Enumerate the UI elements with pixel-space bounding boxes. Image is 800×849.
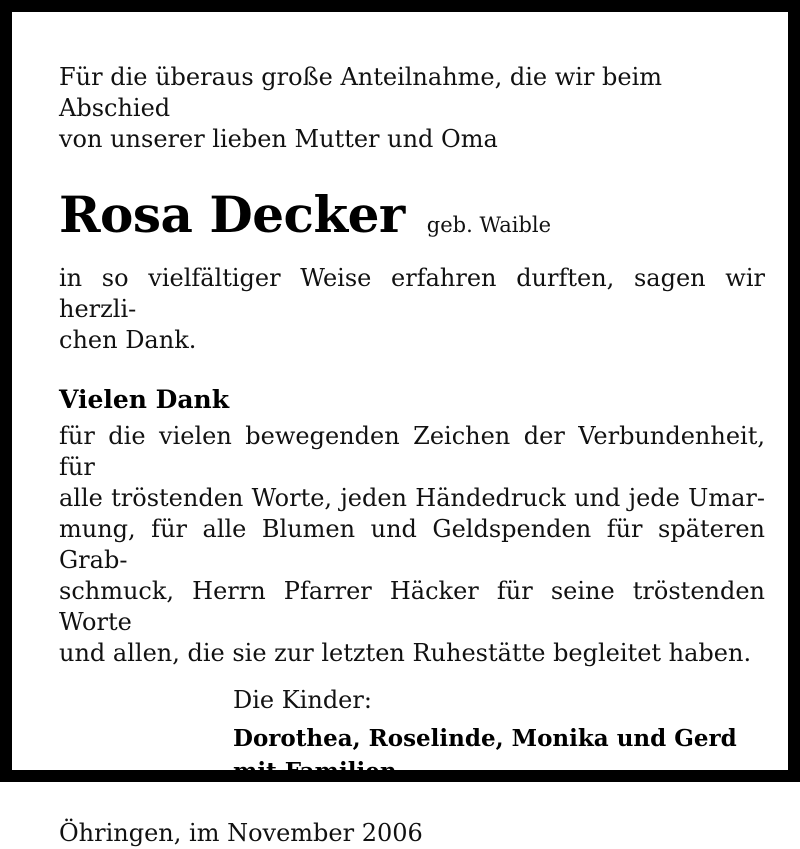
thanks-line: für die vielen bewegenden Zeichen der Verbundenheit, für bbox=[59, 422, 765, 481]
deceased-name-line bbox=[59, 184, 765, 246]
intro-paragraph bbox=[59, 62, 765, 155]
deceased-name: Rosa Decker bbox=[59, 185, 405, 244]
notice-content bbox=[59, 62, 765, 849]
signature-name-line: mit Familien bbox=[233, 758, 397, 785]
signature-block bbox=[233, 685, 765, 788]
birth-name: geb. Waible bbox=[426, 213, 552, 237]
thanks-line: alle tröstenden Worte, jeden Händedruck und jede Umar- bbox=[59, 484, 765, 512]
thanks-line: und allen, die sie zur letzten Ruhestätte begleitet haben. bbox=[59, 639, 752, 667]
thanks-paragraph bbox=[59, 421, 765, 669]
experience-line: in so vielfältiger Weise erfahren durften, sagen wir herzli- bbox=[59, 264, 765, 323]
experience-paragraph bbox=[59, 263, 765, 356]
thanks-line: mung, für alle Blumen und Geldspenden für späteren Grab- bbox=[59, 515, 765, 574]
experience-line: chen Dank. bbox=[59, 326, 197, 354]
intro-line: von unserer lieben Mutter und Oma bbox=[59, 125, 498, 153]
thanks-heading: Vielen Dank bbox=[59, 385, 230, 414]
thanks-line: schmuck, Herrn Pfarrer Häcker für seine tröstenden Worte bbox=[59, 577, 765, 636]
signature-name-line: Dorothea, Roselinde, Monika und Gerd bbox=[233, 725, 737, 752]
place-date: Öhringen, im November 2006 bbox=[59, 819, 423, 847]
intro-line: Für die überaus große Anteilnahme, die wir beim Abschied bbox=[59, 63, 663, 122]
signature-label: Die Kinder: bbox=[233, 686, 372, 714]
signature-names bbox=[233, 722, 765, 788]
